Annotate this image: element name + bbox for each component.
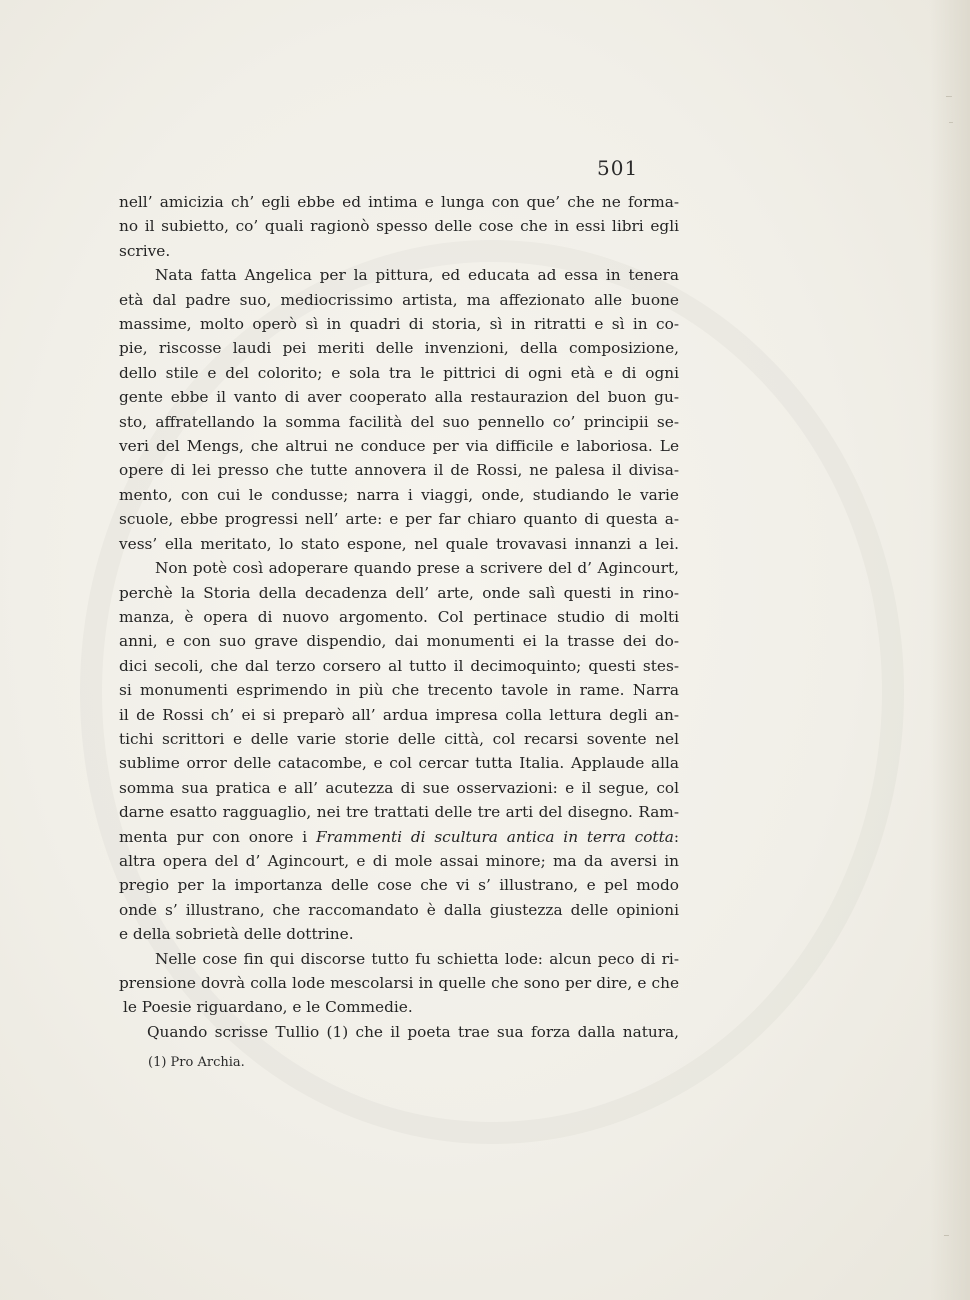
- text-line: manza, è opera di nuovo argomento. Col pertinace studio di molti: [119, 607, 679, 626]
- text-line: sto, affratellando la somma facilità del suo pennello co’ principii se-: [119, 412, 679, 431]
- text-line: onde s’ illustrano, che raccomandato è dalla giustezza delle opinioni: [119, 900, 679, 919]
- text-line: scrive.: [119, 241, 171, 260]
- italic-work-title: Frammenti di scultura antica in terra cotta: [315, 827, 674, 846]
- text-line: darne esatto ragguaglio, nei tre trattati delle tre arti del disegno. Ram-: [119, 803, 679, 822]
- text-line: tichi scrittori e delle varie storie delle città, col recarsi sovente nel: [119, 729, 679, 748]
- text-line: opere di lei presso che tutte annovera il de Rossi, ne palesa il divisa-: [119, 461, 679, 480]
- text-segment: :: [673, 827, 679, 846]
- text-line: vess’ ella meritato, lo stato espone, nel quale trovavasi innanzi a lei.: [119, 534, 679, 553]
- text-line: dello stile e del colorito; e sola tra le pittrici di ogni età e di ogni: [119, 363, 679, 382]
- text-line: veri del Mengs, che altrui ne conduce per via difficile e laboriosa. Le: [119, 437, 679, 456]
- text-line: no il subietto, co’ quali ragionò spesso delle cose che in essi libri egli: [119, 217, 679, 236]
- text-line: scuole, ebbe progressi nell’ arte: e per far chiaro quanto di questa a-: [119, 510, 679, 529]
- text-line: prensione dovrà colla lode mescolarsi in quelle che sono per dire, e che: [119, 974, 679, 992]
- footnote: (1) Pro Archia.: [148, 1055, 245, 1070]
- text-line: mento, con cui le condusse; narra i viaggi, onde, studiando le varie: [119, 485, 679, 504]
- edge-nick: [944, 1235, 949, 1236]
- text-line: il de Rossi ch’ ei si preparò all’ ardua impresa colla lettura degli an-: [119, 705, 679, 724]
- edge-nick: [946, 96, 952, 97]
- text-line: gente ebbe il vanto di aver cooperato alla restaurazion del buon gu-: [119, 388, 679, 407]
- text-line: anni, e con suo grave dispendio, dai monumenti ei la trasse dei do-: [119, 632, 679, 651]
- text-line-with-title: [119, 825, 679, 849]
- text-line: Nata fatta Angelica per la pittura, ed educata ad essa in tenera: [155, 266, 679, 285]
- body-text: [119, 190, 679, 1044]
- edge-nick: [949, 122, 953, 123]
- text-line: Non potè così adoperare quando prese a scrivere del d’ Agincourt,: [155, 559, 679, 578]
- text-line: altra opera del d’ Agincourt, e di mole assai minore; ma da aversi in: [119, 851, 679, 870]
- text-line: e della sobrietà delle dottrine.: [119, 925, 354, 944]
- text-line: le Poesie riguardano, e le Commedie.: [123, 998, 413, 1017]
- text-line: sublime orror delle catacombe, e col cercar tutta Italia. Applaude alla: [119, 754, 679, 773]
- text-segment: menta pur con onore i: [119, 827, 308, 846]
- text-line: massime, molto operò sì in quadri di storia, sì in ritratti e sì in co-: [119, 315, 679, 334]
- text-line: Quando scrisse Tullio (1) che il poeta trae sua forza dalla natura,: [147, 1022, 679, 1041]
- page-number: 501: [597, 156, 639, 180]
- text-line: dici secoli, che dal terzo corsero al tutto il decimoquinto; questi stes-: [119, 656, 679, 675]
- text-line: somma sua pratica e all’ acutezza di sue osservazioni: e il segue, col: [119, 778, 679, 797]
- text-line: Nelle cose fin qui discorse tutto fu schietta lode: alcun peco di ri-: [155, 949, 679, 968]
- text-line: perchè la Storia della decadenza dell’ arte, onde salì questi in rino-: [119, 583, 679, 602]
- text-line: pregio per la importanza delle cose che vi s’ illustrano, e pel modo: [119, 876, 679, 895]
- text-line: si monumenti esprimendo in più che trecento tavole in rame. Narra: [119, 681, 679, 700]
- text-line: pie, riscosse laudi pei meriti delle invenzioni, della composizione,: [119, 339, 679, 358]
- text-line: età dal padre suo, mediocrissimo artista, ma affezionato alle buone: [119, 290, 679, 309]
- text-line: nell’ amicizia ch’ egli ebbe ed intima e lunga con que’ che ne forma-: [119, 193, 679, 211]
